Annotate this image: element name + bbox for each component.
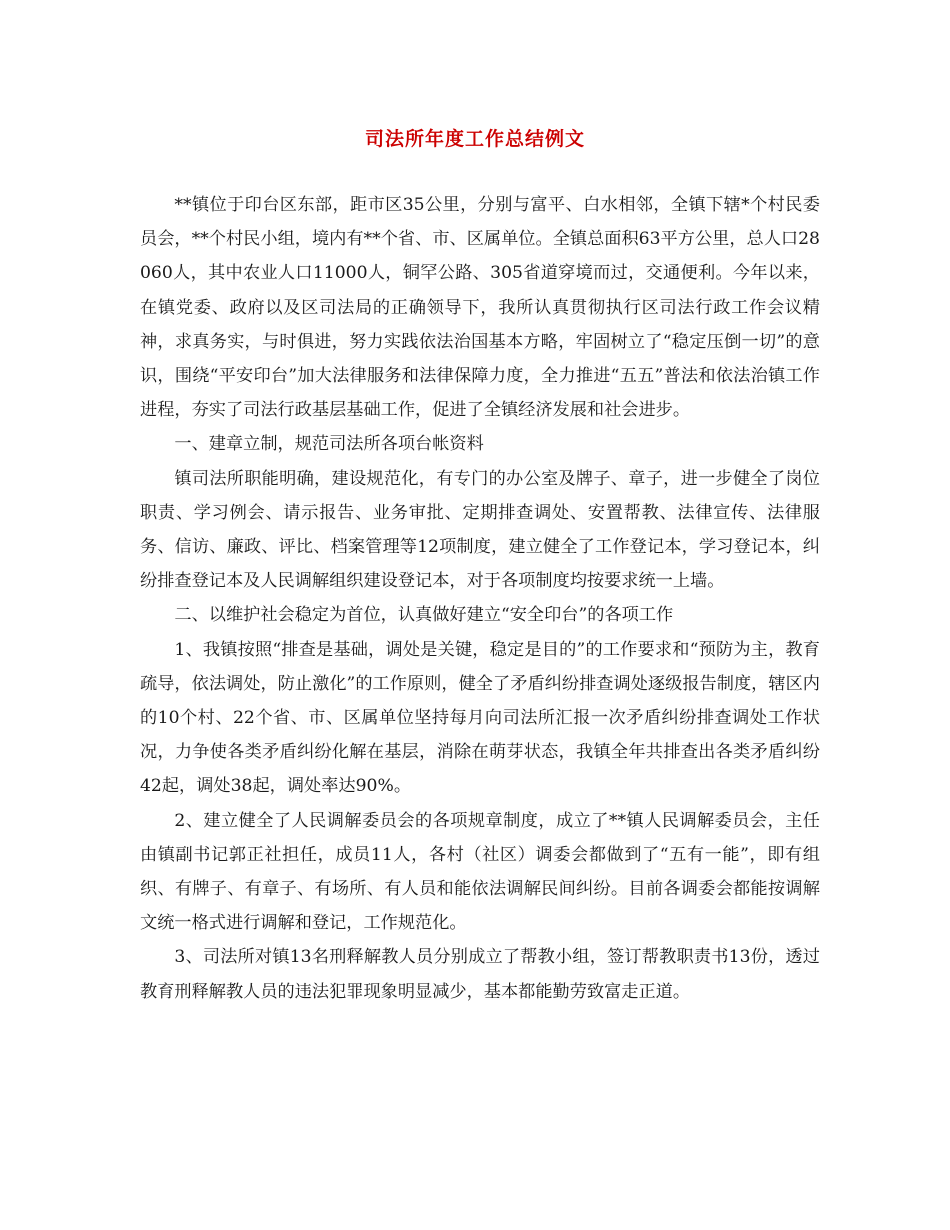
paragraph-item-2: 2、建立健全了人民调解委员会的各项规章制度，成立了**镇人民调解委员会，主任由镇副书记郭正社担任，成员11人，各村（社区）调委会都做到了“五有一能”，即有组织、有牌子、有章子、有场所、有人员和能依法调解民间纠纷。目前各调委会都能按调解文统一格式进行调解和登记，工作规范化。 (140, 810, 820, 934)
paragraph-item-3: 3、司法所对镇13名刑释解教人员分别成立了帮教小组，签订帮教职责书13份，透过教育刑释解教人员的违法犯罪现象明显减少，基本都能勤劳致富走正道。 (140, 947, 820, 1002)
document-title: 司法所年度工作总结例文 (364, 128, 585, 150)
section-heading-1: 一、建章立制，规范司法所各项台帐资料 (174, 434, 484, 455)
paragraph-item-1: 1、我镇按照“排查是基础，调处是关键，稳定是目的”的工作要求和“预防为主，教育疏导，依法调处，防止激化”的工作原则，健全了矛盾纠纷排查调处逐级报告制度，辖区内的10个村、22个省、市、区属单位坚持每月向司法所汇报一次矛盾纠纷排查调处工作状况，力争使各类矛盾纠纷化解在基层，消除在萌芽状态，我镇全年共排查出各类矛盾纠纷42起，调处38起，调处率达90%。 (140, 639, 820, 797)
paragraph-section-1: 镇司法所职能明确，建设规范化，有专门的办公室及牌子、章子，进一步健全了岗位职责、学习例会、请示报告、业务审批、定期排查调处、安置帮教、法律宣传、法律服务、信访、廉政、评比、档案管理等12项制度，建立健全了工作登记本，学习登记本，纠纷排查登记本及人民调解组织建设登记本，对于各项制度均按要求统一上墙。 (140, 468, 820, 592)
paragraph-intro: **镇位于印台区东部，距市区35公里，分别与富平、白水相邻，全镇下辖*个村民委员会，**个村民小组，境内有**个省、市、区属单位。全镇总面积63平方公里，总人口28060人，其中农业人口11000人，铜罕公路、305省道穿境而过，交通便利。今年以来，在镇党委、政府以及区司法局的正确领导下，我所认真贯彻执行区司法行政工作会议精神，求真务实，与时俱进，努力实践依法治国基本方略，牢固树立了“稳定压倒一切”的意识，围绕“平安印台”加大法律服务和法律保障力度，全力推进“五五”普法和依法治镇工作进程，夯实了司法行政基层基础工作，促进了全镇经济发展和社会进步。 (140, 195, 820, 421)
section-heading-2: 二、以维护社会稳定为首位，认真做好建立“安全印台”的各项工作 (174, 605, 674, 626)
document-body (140, 188, 820, 1009)
